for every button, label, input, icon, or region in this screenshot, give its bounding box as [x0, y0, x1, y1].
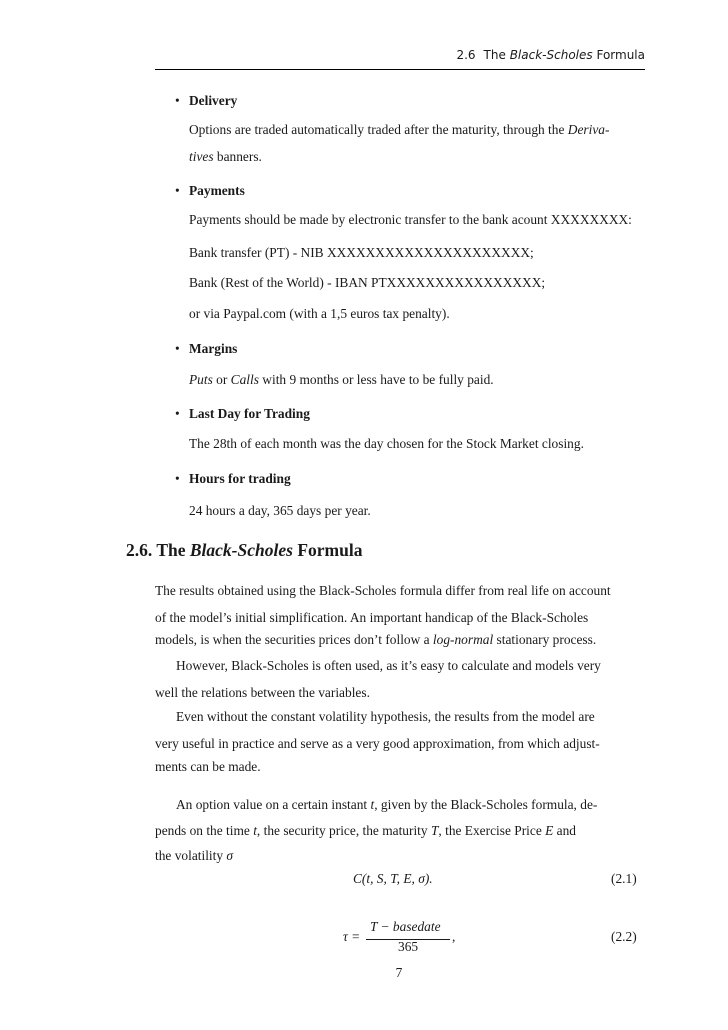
bullet-label: Payments — [189, 183, 245, 198]
equation-2-2-trail: , — [452, 929, 456, 944]
paragraph-4-line-1 — [176, 797, 597, 813]
text-span: and — [553, 823, 576, 838]
equation-2-1: C(t, S, T, E, σ). — [353, 871, 433, 886]
delivery-line-1 — [189, 122, 609, 138]
bullet-dot: • — [175, 471, 180, 486]
italic-span: tives — [189, 149, 214, 164]
delivery-line-2 — [189, 149, 262, 165]
paragraph-4-line-2 — [155, 823, 576, 839]
fraction-denominator: 365 — [398, 939, 419, 954]
bullet-label: Margins — [189, 341, 238, 356]
header-title-suffix: Formula — [596, 48, 645, 62]
section-heading — [126, 540, 362, 561]
bullet-label: Last Day for Trading — [189, 406, 310, 421]
payments-line-3: Bank (Rest of the World) - IBAN PTXXXXXXXXXXXXXXXX; — [189, 275, 546, 290]
bullet-dot: • — [175, 93, 180, 108]
bullet-dot: • — [175, 406, 180, 421]
margins-line — [189, 372, 494, 388]
bullet-dot: • — [175, 341, 180, 356]
header-section-number: 2.6 — [456, 48, 476, 62]
bullet-label: Hours for trading — [189, 471, 291, 486]
text-span: stationary process. — [493, 632, 597, 647]
text-span: with 9 months or less have to be fully paid. — [258, 372, 494, 387]
text-span: pends on the time — [155, 823, 254, 838]
italic-span: Puts — [189, 372, 213, 387]
italic-span: Deriva- — [567, 122, 610, 137]
text-span: An option value on a certain instant — [176, 797, 371, 812]
text-span: , the security price, the maturity — [256, 823, 431, 838]
paragraph-1-line-1: The results obtained using the Black-Scholes formula differ from real life on account — [155, 583, 611, 598]
section-title-suffix: Formula — [297, 540, 363, 560]
paragraph-2-line-1: However, Black-Scholes is often used, as it’s easy to calculate and models very — [176, 658, 601, 673]
italic-span: Calls — [230, 372, 259, 387]
section-title-italic: Black-Scholes — [189, 540, 293, 560]
section-title-prefix: The — [156, 540, 186, 560]
text-span: or — [212, 372, 231, 387]
header-title-italic: Black-Scholes — [509, 48, 593, 62]
paragraph-1-line-2: of the model’s initial simplification. An important handicap of the Black-Scholes — [155, 610, 589, 625]
math-var: t — [370, 797, 375, 812]
bullet-dot: • — [175, 183, 180, 198]
payments-line-1: Payments should be made by electronic transfer to the bank acount XXXXXXXX: — [189, 212, 632, 227]
math-var: t — [253, 823, 257, 838]
math-var: E — [545, 823, 554, 838]
paragraph-2-line-2: well the relations between the variables. — [155, 685, 370, 700]
bullet-label: Delivery — [189, 93, 238, 108]
text-span: Options are traded automatically traded after the maturity, through the — [189, 122, 568, 137]
last-day-line: The 28th of each month was the day chosen for the Stock Market closing. — [189, 436, 584, 451]
paragraph-3-line-1: Even without the constant volatility hypothesis, the results from the model are — [176, 709, 595, 724]
section-number: 2.6. — [126, 540, 153, 560]
equation-number-2-1: (2.1) — [611, 871, 637, 886]
payments-line-4: or via Paypal.com (with a 1,5 euros tax penalty). — [189, 306, 450, 321]
running-header — [155, 48, 645, 62]
text-span: , given by the Black-Scholes formula, de- — [374, 797, 598, 812]
text-span: models, is when the securities prices don’t follow a — [155, 632, 433, 647]
math-var: σ — [226, 848, 234, 863]
header-title-prefix: The — [483, 48, 506, 62]
text-span: banners. — [213, 149, 262, 164]
text-span: the volatility — [155, 848, 227, 863]
paragraph-3-line-3: ments can be made. — [155, 759, 261, 774]
paragraph-3-line-2: very useful in practice and serve as a very good approximation, from which adjust- — [155, 736, 600, 751]
math-var: T — [430, 823, 439, 838]
header-rule — [155, 69, 645, 70]
paragraph-1-line-3 — [155, 632, 596, 648]
equation-2-2-lhs: τ = — [343, 929, 361, 944]
hours-line: 24 hours a day, 365 days per year. — [189, 503, 371, 518]
payments-line-2: Bank transfer (PT) - NIB XXXXXXXXXXXXXXXXXXXXX; — [189, 245, 534, 260]
page-number: 7 — [395, 965, 403, 980]
equation-number-2-2: (2.2) — [611, 929, 637, 944]
paragraph-4-line-3 — [155, 848, 233, 864]
text-span: , the Exercise Price — [438, 823, 546, 838]
italic-span: log-normal — [432, 632, 494, 647]
fraction-numerator: T − basedate — [370, 919, 441, 934]
